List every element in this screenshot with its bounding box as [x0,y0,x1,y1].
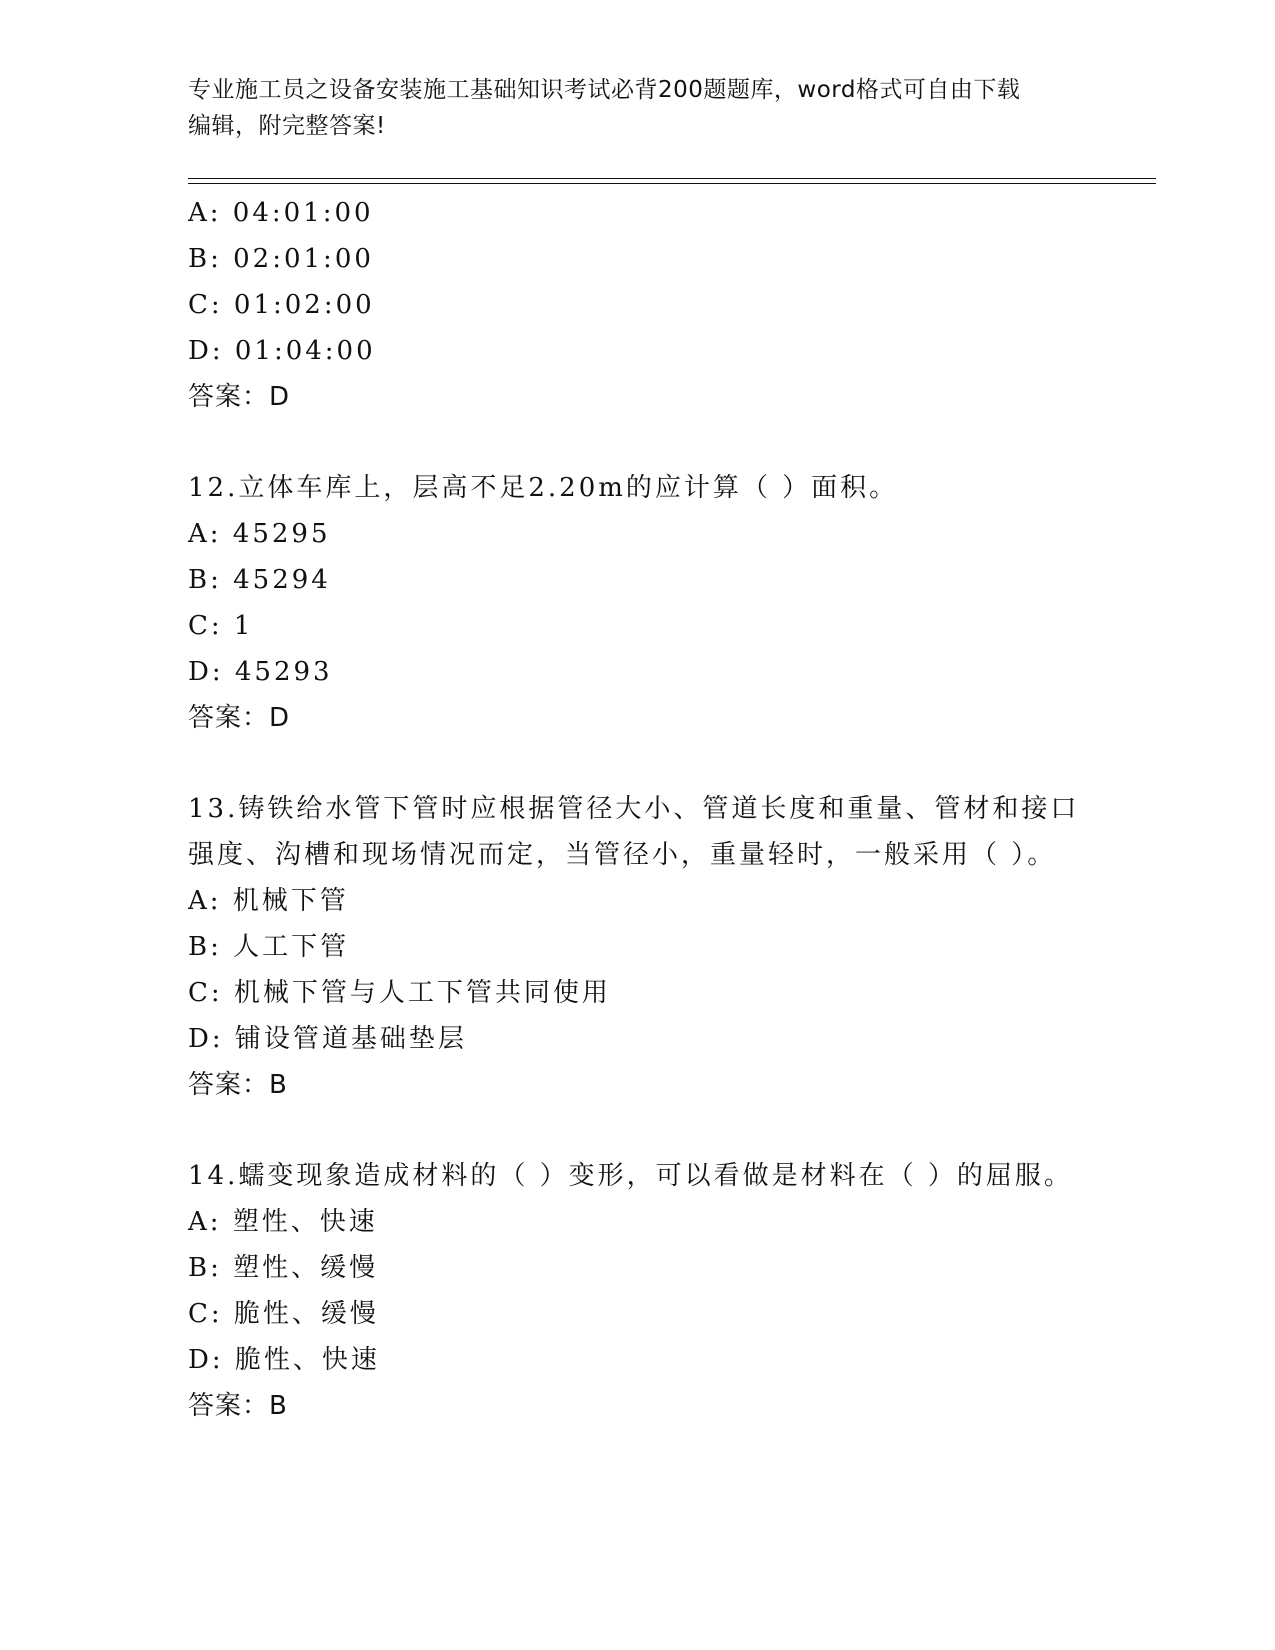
spacer [188,741,1148,786]
question-list [188,190,1148,1429]
option-a: A: 45295 [188,519,331,549]
option-d: D: 45293 [188,657,333,687]
document-header [188,72,1088,144]
header-divider-bottom [188,183,1156,184]
question-text-line-2: 强度、沟槽和现场情况而定，当管径小，重量轻时，一般采用（ ）。 [188,840,1057,870]
option-c: C: 机械下管与人工下管共同使用 [188,978,611,1008]
question-text: 14.蠕变现象造成材料的（ ）变形，可以看做是材料在（ ）的屈服。 [188,1161,1073,1191]
answer-line: 答案：D [188,703,291,733]
option-d: D: 铺设管道基础垫层 [188,1024,467,1054]
question-text-line-1: 13.铸铁给水管下管时应根据管径大小、管道长度和重量、管材和接口 [188,794,1080,824]
option-a: A: 机械下管 [188,886,349,916]
option-a: A: 04:01:00 [188,198,374,228]
answer-line: 答案：B [188,1391,288,1421]
question-11 [188,190,1148,420]
option-c: C: 脆性、缓慢 [188,1299,379,1329]
question-text: 12.立体车库上，层高不足2.20m的应计算（ ）面积。 [188,473,899,503]
question-13 [188,786,1148,1108]
header-title-line-2: 编辑，附完整答案! [188,113,386,139]
option-c: C: 01:02:00 [188,290,375,320]
option-b: B: 塑性、缓慢 [188,1253,379,1283]
option-b: B: 02:01:00 [188,244,374,274]
question-12 [188,465,1148,741]
option-d: D: 脆性、快速 [188,1345,380,1375]
option-b: B: 人工下管 [188,932,350,962]
answer-line: 答案：B [188,1070,288,1100]
option-d: D: 01:04:00 [188,336,376,366]
header-divider-top [188,178,1156,179]
spacer [188,420,1148,465]
header-title-line-1: 专业施工员之设备安装施工基础知识考试必背200题题库，word格式可自由下载 [188,77,1021,103]
question-14 [188,1153,1148,1429]
option-a: A: 塑性、快速 [188,1207,378,1237]
option-c: C: 1 [188,611,254,641]
answer-line: 答案：D [188,382,291,412]
option-b: B: 45294 [188,565,331,595]
spacer [188,1108,1148,1153]
